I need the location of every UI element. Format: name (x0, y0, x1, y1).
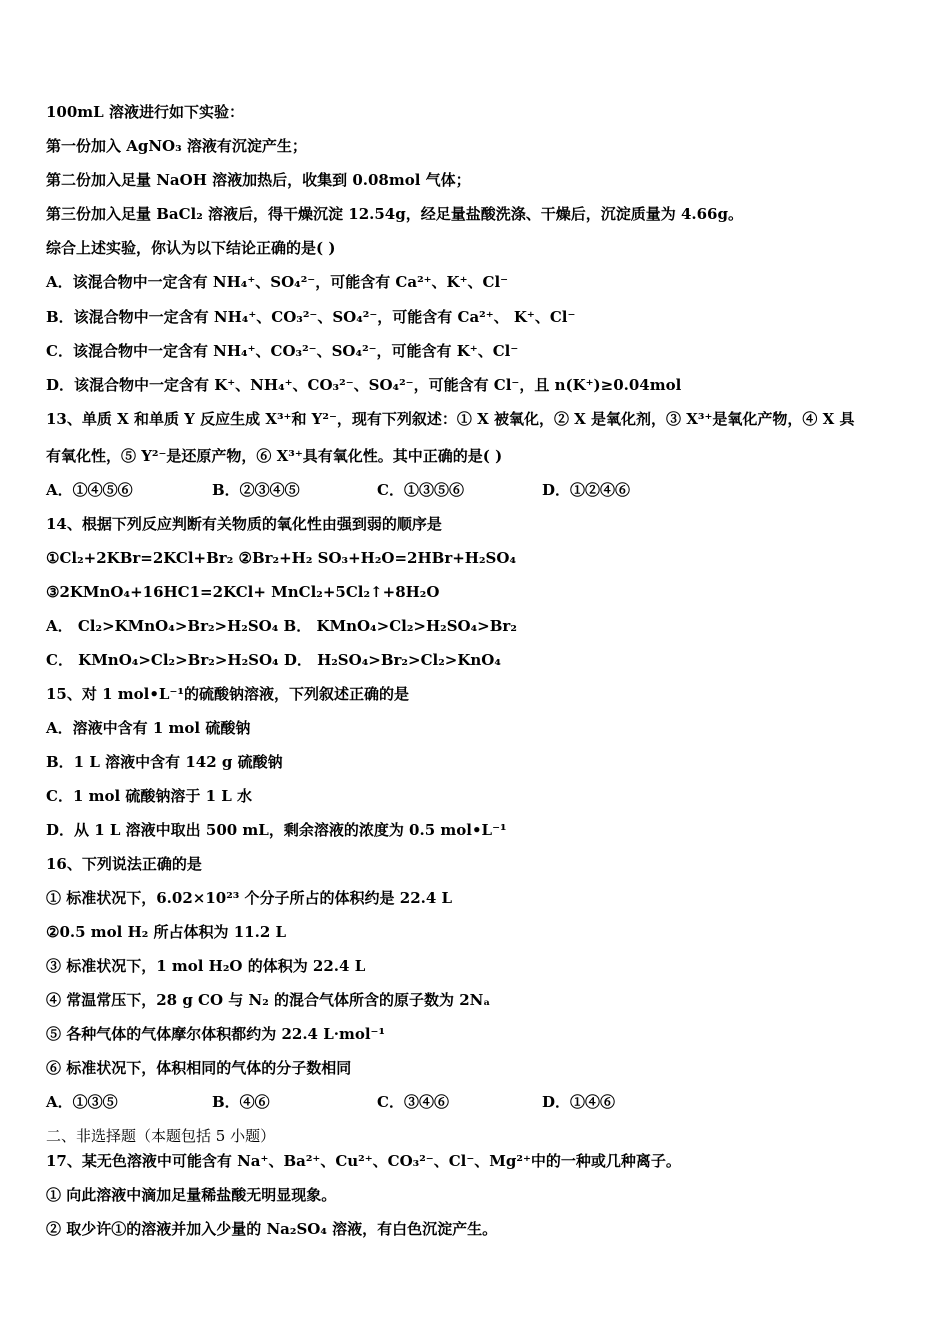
q16-statement: ⑤ 各种气体的气体摩尔体积都约为 22.4 L·mol⁻¹ (46, 1025, 386, 1043)
q16-stem: 16、下列说法正确的是 (46, 855, 202, 873)
q13-stem: 13、单质 X 和单质 Y 反应生成 X³⁺和 Y²⁻，现有下列叙述：① X 被氧化，② X 是氧化剂，③ X³⁺是氧化产物，④ X 具 (46, 410, 855, 428)
q17-step2: ② 取少许①的溶液并加入少量的 Na₂SO₄ 溶液，有白色沉淀产生。 (46, 1220, 498, 1238)
q16-statement: ③ 标准状况下，1 mol H₂O 的体积为 22.4 L (46, 957, 366, 975)
q13-option-a: A．①④⑤⑥ (46, 481, 133, 499)
q15-option-a: A．溶液中含有 1 mol 硫酸钠 (46, 719, 251, 737)
q13-option-c: C．①③⑤⑥ (377, 481, 464, 499)
q16-option-b: B．④⑥ (212, 1093, 270, 1111)
q16-statement: ① 标准状况下，6.02×10²³ 个分子所占的体积约是 22.4 L (46, 889, 453, 907)
q12-option-a: A．该混合物中一定含有 NH₄⁺、SO₄²⁻，可能含有 Ca²⁺、K⁺、Cl⁻ (46, 273, 509, 291)
q16-option-d: D．①④⑥ (542, 1093, 616, 1111)
q15-stem: 15、对 1 mol•L⁻¹的硫酸钠溶液，下列叙述正确的是 (46, 685, 409, 703)
q12-option-d: D．该混合物中一定含有 K⁺、NH₄⁺、CO₃²⁻、SO₄²⁻，可能含有 Cl⁻，且 n(K⁺)≥0.04mol (46, 376, 682, 394)
q14-equation-1-2: ①Cl₂+2KBr=2KCl+Br₂ ②Br₂+H₂ SO₃+H₂O=2HBr+H₂SO₄ (46, 549, 517, 567)
q12-step3: 第三份加入足量 BaCl₂ 溶液后，得干燥沉淀 12.54g，经足量盐酸洗涤、干燥后，沉淀质量为 4.66g。 (46, 205, 743, 223)
q12-step1: 第一份加入 AgNO₃ 溶液有沉淀产生； (46, 137, 307, 155)
q16-statement: ⑥ 标准状况下，体积相同的气体的分子数相同 (46, 1059, 352, 1077)
q14-options-cd: C． KMnO₄>Cl₂>Br₂>H₂SO₄ D． H₂SO₄>Br₂>Cl₂>KnO₄ (46, 651, 501, 669)
q15-option-b: B．1 L 溶液中含有 142 g 硫酸钠 (46, 753, 283, 771)
q17-step1: ① 向此溶液中滴加足量稀盐酸无明显现象。 (46, 1186, 337, 1204)
q14-equation-3: ③2KMnO₄+16HC1=2KCl+ MnCl₂+5Cl₂↑+8H₂O (46, 583, 440, 601)
q12-option-b: B．该混合物中一定含有 NH₄⁺、CO₃²⁻、SO₄²⁻，可能含有 Ca²⁺、 K⁺、Cl⁻ (46, 308, 576, 326)
q13-stem-cont: 有氧化性，⑤ Y²⁻是还原产物，⑥ X³⁺具有氧化性。其中正确的是( ) (46, 447, 503, 465)
q15-option-d: D．从 1 L 溶液中取出 500 mL，剩余溶液的浓度为 0.5 mol•L⁻¹ (46, 821, 507, 839)
q12-question: 综合上述实验，你认为以下结论正确的是( ) (46, 239, 336, 257)
q14-stem: 14、根据下列反应判断有关物质的氧化性由强到弱的顺序是 (46, 515, 442, 533)
q14-options-ab: A． Cl₂>KMnO₄>Br₂>H₂SO₄ B． KMnO₄>Cl₂>H₂SO₄>Br₂ (46, 617, 517, 635)
q13-option-d: D．①②④⑥ (542, 481, 631, 499)
q12-intro: 100mL 溶液进行如下实验： (46, 103, 244, 121)
section-heading: 二、非选择题（本题包括 5 小题） (46, 1127, 276, 1145)
q17-stem: 17、某无色溶液中可能含有 Na⁺、Ba²⁺、Cu²⁺、CO₃²⁻、Cl⁻、Mg²⁺中的一种或几种离子。 (46, 1152, 681, 1170)
q15-option-c: C．1 mol 硫酸钠溶于 1 L 水 (46, 787, 253, 805)
q12-option-c: C．该混合物中一定含有 NH₄⁺、CO₃²⁻、SO₄²⁻，可能含有 K⁺、Cl⁻ (46, 342, 519, 360)
q16-statement: ④ 常温常压下，28 g CO 与 N₂ 的混合气体所含的原子数为 2Nₐ (46, 991, 491, 1009)
q16-option-a: A．①③⑤ (46, 1093, 118, 1111)
q12-step2: 第二份加入足量 NaOH 溶液加热后，收集到 0.08mol 气体； (46, 171, 471, 189)
q13-option-b: B．②③④⑤ (212, 481, 300, 499)
q16-statement: ②0.5 mol H₂ 所占体积为 11.2 L (46, 923, 287, 941)
q16-option-c: C．③④⑥ (377, 1093, 449, 1111)
